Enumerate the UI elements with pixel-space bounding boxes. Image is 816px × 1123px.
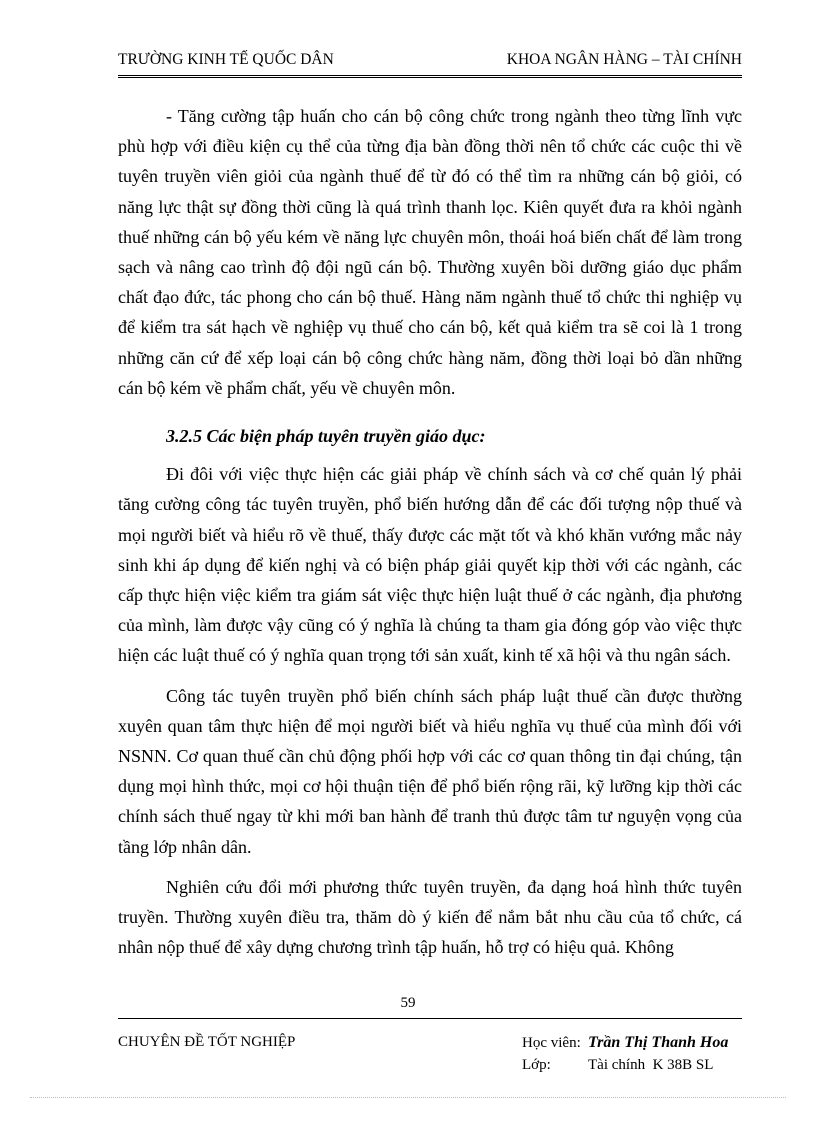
bottom-dotted-line xyxy=(30,1097,786,1098)
footer-divider xyxy=(118,1018,742,1019)
student-label: Học viên: xyxy=(522,1035,581,1051)
header-school: TRƯỜNG KINH TẾ QUỐC DÂN xyxy=(118,51,334,68)
page-number: 59 xyxy=(400,995,416,1011)
student-name: Trần Thị Thanh Hoa xyxy=(588,1034,729,1051)
class-label: Lớp: xyxy=(522,1057,551,1073)
class-row xyxy=(522,1054,728,1076)
paragraph-1: - Tăng cường tập huấn cho cán bộ công chức trong ngành theo từng lĩnh vực phù hợp với điều kiện cụ thể của từng địa bàn đồng thời nên tổ chức các cuộc thi về tuyên truyền viên giỏi của ngành thuế để từ đó có thể tìm ra những cán bộ giỏi, có năng lực thật sự đồng thời cũng là quá trình thanh lọc. Kiên quyết đưa ra khỏi ngành thuế những cán bộ yếu kém về năng lực chuyên môn, thoái hoá biến chất để làm trong sạch và nâng cao trình độ đội ngũ cán bộ. Thường xuyên bồi dưỡng giáo dục phẩm chất đạo đức, tác phong cho cán bộ thuế. Hàng năm ngành thuế tổ chức thi nghiệp vụ để kiểm tra sát hạch về nghiệp vụ thuế cho cán bộ, kết quả kiểm tra sẽ coi là 1 trong những căn cứ để xếp loại cán bộ công chức hàng năm, đồng thời loại bỏ dần những cán bộ kém về phẩm chất, yếu về chuyên môn. xyxy=(118,106,742,398)
page-header xyxy=(118,50,742,78)
paragraph-2: Đi đôi với việc thực hiện các giải pháp về chính sách và cơ chế quản lý phải tăng cường công tác tuyên truyền, phổ biến hướng dẫn để các đối tượng nộp thuế và mọi người biết và hiểu rõ về thuế, thấy được các mặt tốt và khó khăn vướng mắc nảy sinh khi áp dụng để kiến nghị và có biện pháp giải quyết kịp thời với các ngành, các cấp thực hiện việc kiểm tra giám sát việc thực hiện luật thuế ở các ngành, địa phương của mình, làm được vậy cũng có ý nghĩa là chúng ta tham gia đóng góp vào việc thực hiện các luật thuế có ý nghĩa quan trọng tới sản xuất, kinh tế xã hội và thu ngân sách. xyxy=(118,464,742,666)
footer-title: CHUYÊN ĐỀ TỐT NGHIỆP xyxy=(118,1034,296,1050)
class-value: Tài chính K 38B SL xyxy=(588,1057,714,1073)
header-faculty: KHOA NGÂN HÀNG – TÀI CHÍNH xyxy=(506,51,742,68)
footer-student-info xyxy=(522,1032,728,1076)
paragraph-3: Công tác tuyên truyền phổ biến chính sách pháp luật thuế cần được thường xuyên quan tâm thực hiện để mọi người biết và hiểu nghĩa vụ thuế của mình đối với NSNN. Cơ quan thuế cần chủ động phối hợp với các cơ quan thông tin đại chúng, tận dụng mọi hình thức, mọi cơ hội thuận tiện để phổ biến rộng rãi, kỹ lưỡng kịp thời các chính sách thuế ngay từ khi mới ban hành để tranh thủ được tâm tư nguyện vọng của tầng lớp nhân dân. xyxy=(118,685,742,857)
document-body xyxy=(118,101,742,962)
paragraph-4: Nghiên cứu đổi mới phương thức tuyên truyền, đa dạng hoá hình thức tuyên truyền. Thường xuyên điều tra, thăm dò ý kiến để nắm bắt nhu cầu của tổ chức, cá nhân nộp thuế để xây dựng chương trình tập huấn, hỗ trợ có hiệu quả. Không xyxy=(118,876,742,958)
student-row xyxy=(522,1032,728,1054)
section-heading: 3.2.5 Các biện pháp tuyên truyền giáo dục: xyxy=(166,426,486,447)
